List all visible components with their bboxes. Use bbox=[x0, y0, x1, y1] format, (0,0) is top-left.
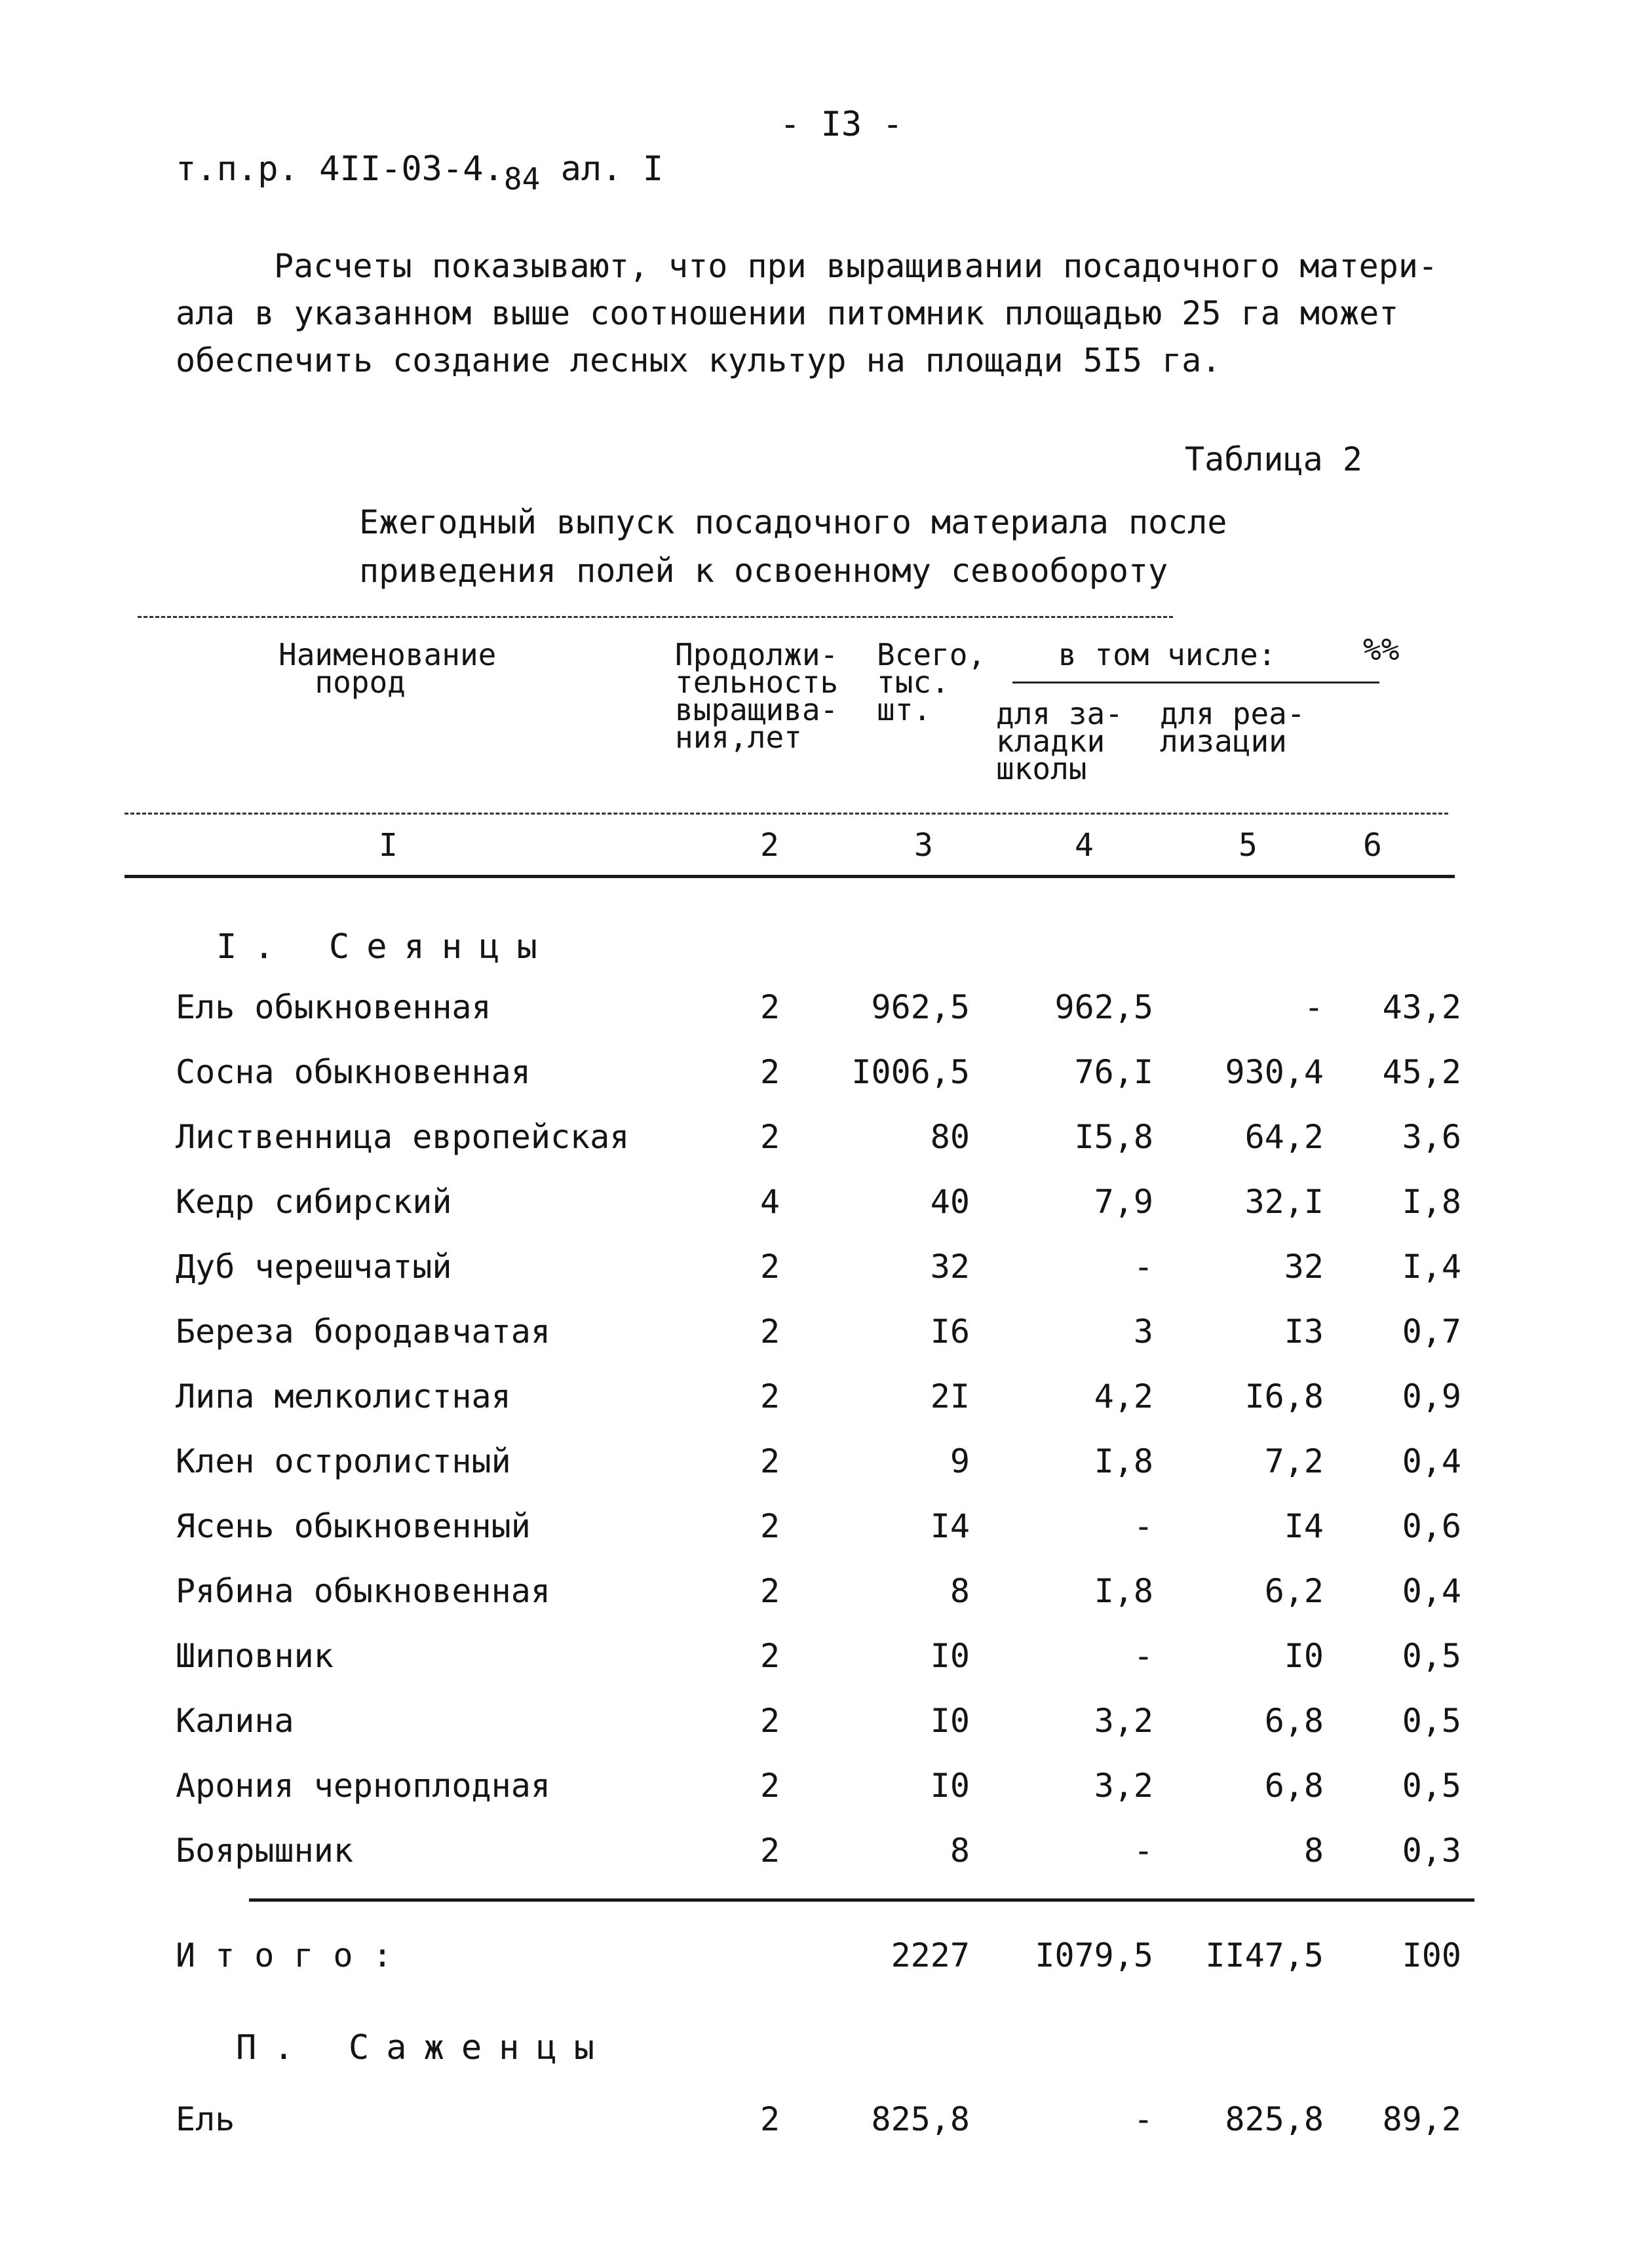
body-paragraph bbox=[176, 242, 1486, 384]
cell-school: I,8 bbox=[1094, 1442, 1153, 1480]
paragraph-line: обеспечить создание лесных культур на площади 5I5 га. bbox=[176, 341, 1221, 379]
cell-percent: 89,2 bbox=[1382, 2100, 1461, 2138]
cell-duration: 2 bbox=[759, 1637, 780, 1675]
cell-sale: I6,8 bbox=[1244, 1377, 1324, 1415]
section-title-seedlings: I. Сеянцы bbox=[216, 927, 554, 967]
cell-name: Шиповник bbox=[176, 1637, 334, 1675]
cell-percent: 0,5 bbox=[1402, 1702, 1461, 1740]
cell-duration: 4 bbox=[759, 1183, 780, 1221]
table-label: Таблица 2 bbox=[1185, 440, 1362, 478]
cell-total: 962,5 bbox=[871, 988, 970, 1026]
cell-school: I,8 bbox=[1094, 1572, 1153, 1610]
total-total: 2227 bbox=[891, 1936, 970, 1974]
cell-duration: 2 bbox=[759, 2100, 780, 2138]
table-row bbox=[0, 1767, 1633, 1813]
table-row bbox=[0, 1702, 1633, 1748]
table-row bbox=[0, 1832, 1633, 1877]
cell-sale: 64,2 bbox=[1244, 1118, 1324, 1156]
table-row bbox=[0, 1442, 1633, 1488]
cell-sale: I4 bbox=[1284, 1507, 1324, 1545]
column-number: 4 bbox=[1075, 827, 1094, 864]
total-row bbox=[0, 1936, 1633, 1982]
cell-sale: 930,4 bbox=[1225, 1053, 1324, 1091]
table-row bbox=[0, 1053, 1633, 1099]
total-school: I079,5 bbox=[1035, 1936, 1153, 1974]
cell-name: Клен остролистный bbox=[176, 1442, 511, 1480]
total-percent: I00 bbox=[1402, 1936, 1461, 1974]
cell-school: - bbox=[1133, 1507, 1153, 1545]
table-row bbox=[0, 1637, 1633, 1683]
table-title-line: Ежегодный выпуск посадочного материала после bbox=[359, 503, 1227, 541]
cell-school: 3,2 bbox=[1094, 1767, 1153, 1805]
cell-total: I6 bbox=[930, 1313, 970, 1351]
cell-name: Ель обыкновенная bbox=[176, 988, 491, 1026]
cell-percent: 0,5 bbox=[1402, 1637, 1461, 1675]
cell-school: - bbox=[1133, 1248, 1153, 1286]
cell-duration: 2 bbox=[759, 1248, 780, 1286]
cell-sale: I3 bbox=[1284, 1313, 1324, 1351]
cell-total: I006,5 bbox=[851, 1053, 970, 1091]
table-row bbox=[0, 988, 1633, 1034]
cell-name: Лиственница европейская bbox=[176, 1118, 630, 1156]
cell-duration: 2 bbox=[759, 1442, 780, 1480]
cell-total: 40 bbox=[930, 1183, 970, 1221]
document-reference bbox=[176, 149, 664, 197]
cell-percent: 0,7 bbox=[1402, 1313, 1461, 1351]
cell-total: 8 bbox=[950, 1572, 970, 1610]
table-row bbox=[0, 1313, 1633, 1358]
section-title-saplings: П. Саженцы bbox=[236, 2028, 612, 2067]
cell-name: Дуб черешчатый bbox=[176, 1248, 452, 1286]
cell-sale: 8 bbox=[1303, 1832, 1324, 1870]
cell-percent: 0,9 bbox=[1402, 1377, 1461, 1415]
cell-duration: 2 bbox=[759, 1507, 780, 1545]
table-row bbox=[0, 1377, 1633, 1423]
cell-name: Ель bbox=[176, 2100, 235, 2138]
header-total: Всего, тыс. шт. bbox=[877, 637, 986, 727]
column-number: I bbox=[379, 827, 398, 864]
cell-duration: 2 bbox=[759, 1572, 780, 1610]
cell-percent: 0,4 bbox=[1402, 1572, 1461, 1610]
cell-school: I5,8 bbox=[1074, 1118, 1153, 1156]
column-number: 3 bbox=[914, 827, 933, 864]
cell-total: 8 bbox=[950, 1832, 970, 1870]
cell-total: I0 bbox=[930, 1702, 970, 1740]
table-row bbox=[0, 1183, 1633, 1229]
cell-percent: 3,6 bbox=[1402, 1118, 1461, 1156]
column-number: 6 bbox=[1363, 827, 1382, 864]
doc-ref-subscript: 84 bbox=[503, 161, 541, 197]
table-row bbox=[0, 2100, 1633, 2146]
cell-school: 962,5 bbox=[1054, 988, 1153, 1026]
cell-total: 32 bbox=[930, 1248, 970, 1286]
cell-school: - bbox=[1133, 1637, 1153, 1675]
cell-school: 76,I bbox=[1074, 1053, 1153, 1091]
paragraph-line: Расчеты показывают, что при выращивании посадочного матери- bbox=[274, 247, 1438, 285]
cell-school: - bbox=[1133, 2100, 1153, 2138]
cell-percent: 0,4 bbox=[1402, 1442, 1461, 1480]
column-number: 5 bbox=[1239, 827, 1258, 864]
cell-school: - bbox=[1133, 1832, 1153, 1870]
table-row bbox=[0, 1118, 1633, 1164]
cell-sale: 32,I bbox=[1244, 1183, 1324, 1221]
total-sale: II47,5 bbox=[1205, 1936, 1324, 1974]
cell-sale: - bbox=[1303, 988, 1324, 1026]
cell-duration: 2 bbox=[759, 1702, 780, 1740]
header-name: Наименование пород bbox=[279, 637, 497, 700]
header-group: в том числе: bbox=[1058, 637, 1277, 672]
cell-name: Арония черноплодная bbox=[176, 1767, 550, 1805]
cell-name: Рябина обыкновенная bbox=[176, 1572, 550, 1610]
cell-name: Боярышник bbox=[176, 1832, 353, 1870]
cell-sale: 7,2 bbox=[1264, 1442, 1324, 1480]
cell-sale: 825,8 bbox=[1225, 2100, 1324, 2138]
cell-duration: 2 bbox=[759, 1767, 780, 1805]
cell-sale: 6,8 bbox=[1264, 1702, 1324, 1740]
header-bottom-rule bbox=[125, 813, 1448, 815]
doc-ref-suffix: ал. I bbox=[540, 149, 664, 189]
total-rule bbox=[249, 1898, 1474, 1902]
cell-percent: I,8 bbox=[1402, 1183, 1461, 1221]
subgroup-rule bbox=[1012, 682, 1379, 683]
table-row bbox=[0, 1572, 1633, 1618]
cell-name: Калина bbox=[176, 1702, 294, 1740]
header-percent: %% bbox=[1363, 632, 1400, 667]
cell-sale: 32 bbox=[1284, 1248, 1324, 1286]
cell-duration: 2 bbox=[759, 1377, 780, 1415]
cell-name: Сосна обыкновенная bbox=[176, 1053, 531, 1091]
cell-name: Липа мелколистная bbox=[176, 1377, 511, 1415]
cell-percent: 0,6 bbox=[1402, 1507, 1461, 1545]
cell-school: 3 bbox=[1133, 1313, 1153, 1351]
table-title-line: приведения полей к освоенному севообороту bbox=[359, 552, 1168, 590]
total-label: Итого: bbox=[176, 1936, 412, 1974]
doc-ref-main: т.п.р. 4II-03-4. bbox=[176, 149, 504, 189]
cell-sale: I0 bbox=[1284, 1637, 1324, 1675]
cell-school: 7,9 bbox=[1094, 1183, 1153, 1221]
table-title bbox=[359, 498, 1227, 595]
table-row bbox=[0, 1248, 1633, 1294]
cell-total: 2I bbox=[930, 1377, 970, 1415]
cell-duration: 2 bbox=[759, 1832, 780, 1870]
column-numbers-rule bbox=[125, 875, 1455, 878]
header-for-school: для за- кладки школы bbox=[996, 696, 1123, 786]
cell-duration: 2 bbox=[759, 1118, 780, 1156]
column-number: 2 bbox=[760, 827, 779, 864]
header-for-sale: для реа- лизации bbox=[1160, 696, 1305, 759]
cell-name: Береза бородавчатая bbox=[176, 1313, 550, 1351]
cell-percent: 45,2 bbox=[1382, 1053, 1461, 1091]
page-number: - I3 - bbox=[780, 105, 903, 144]
header-top-rule bbox=[138, 616, 1173, 618]
cell-percent: 0,5 bbox=[1402, 1767, 1461, 1805]
cell-total: 825,8 bbox=[871, 2100, 970, 2138]
cell-name: Ясень обыкновенный bbox=[176, 1507, 531, 1545]
cell-sale: 6,8 bbox=[1264, 1767, 1324, 1805]
cell-total: 9 bbox=[950, 1442, 970, 1480]
cell-percent: 0,3 bbox=[1402, 1832, 1461, 1870]
cell-percent: 43,2 bbox=[1382, 988, 1461, 1026]
cell-sale: 6,2 bbox=[1264, 1572, 1324, 1610]
cell-total: 80 bbox=[930, 1118, 970, 1156]
cell-school: 3,2 bbox=[1094, 1702, 1153, 1740]
cell-name: Кедр сибирский bbox=[176, 1183, 452, 1221]
cell-school: 4,2 bbox=[1094, 1377, 1153, 1415]
paragraph-line: ала в указанном выше соотношении питомник площадью 25 га может bbox=[176, 294, 1399, 332]
cell-percent: I,4 bbox=[1402, 1248, 1461, 1286]
cell-duration: 2 bbox=[759, 988, 780, 1026]
cell-total: I4 bbox=[930, 1507, 970, 1545]
table-row bbox=[0, 1507, 1633, 1553]
cell-total: I0 bbox=[930, 1767, 970, 1805]
cell-duration: 2 bbox=[759, 1313, 780, 1351]
cell-duration: 2 bbox=[759, 1053, 780, 1091]
cell-total: I0 bbox=[930, 1637, 970, 1675]
header-duration: Продолжи- тельность выращива- ния,лет bbox=[675, 637, 839, 755]
